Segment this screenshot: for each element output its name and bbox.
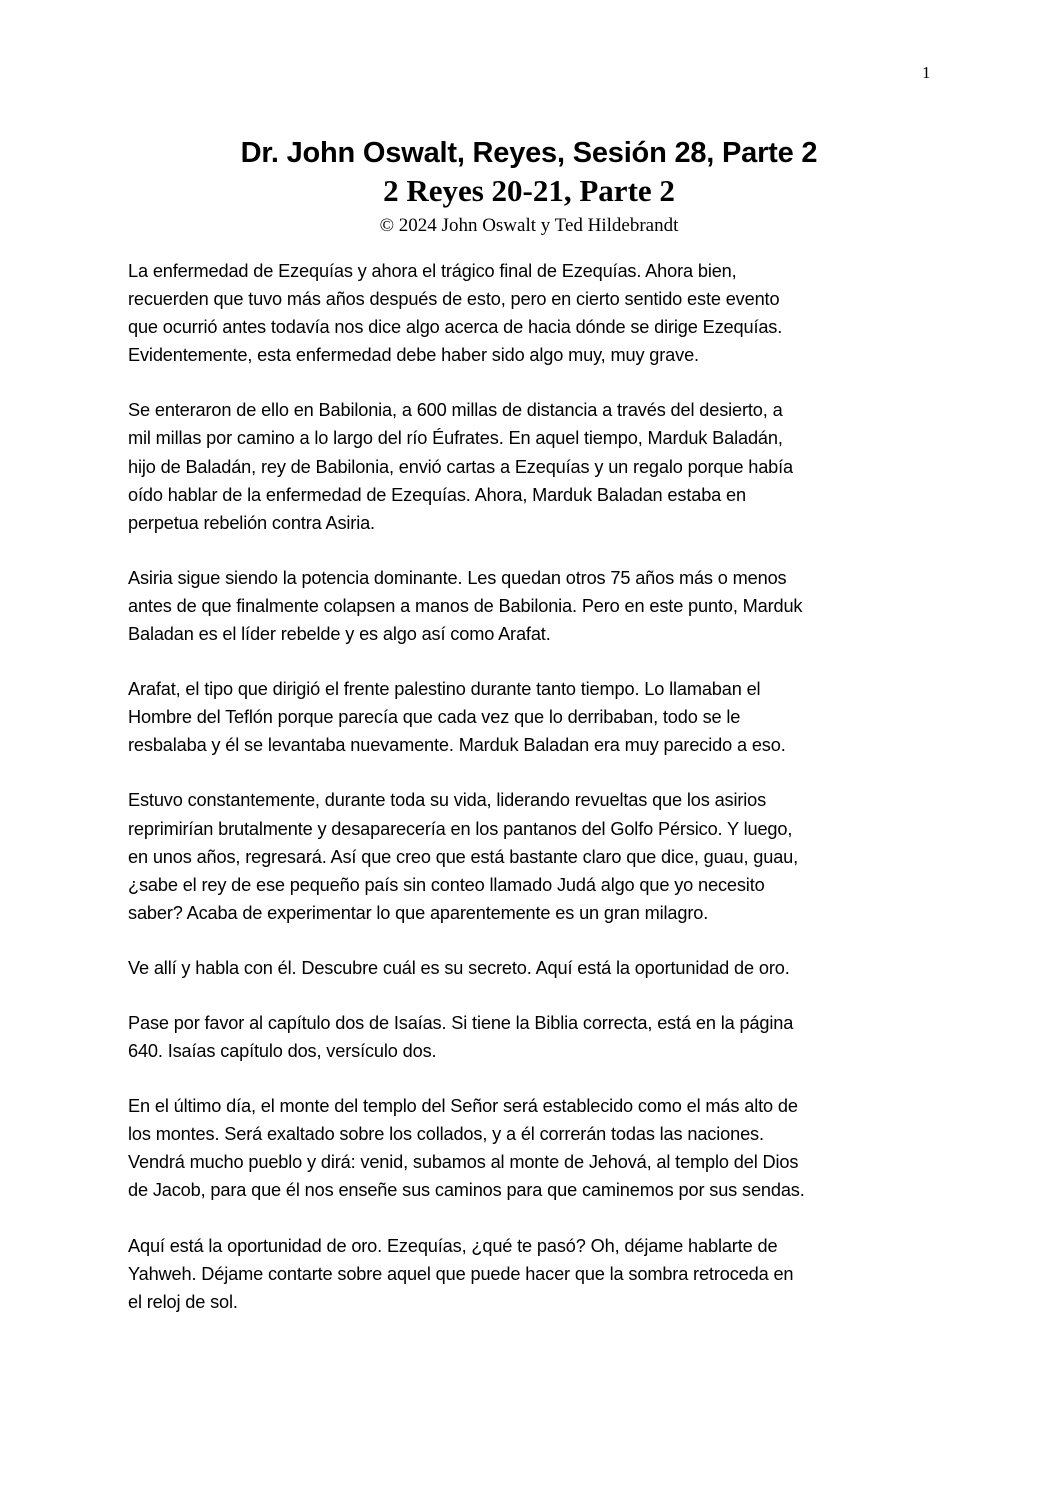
text-line: Vendrá mucho pueblo y dirá: venid, subamos al monte de Jehová, al templo del Dios	[128, 1152, 799, 1173]
text-line: En el último día, el monte del templo del Señor será establecido como el más alto de	[128, 1096, 798, 1117]
text-line: Arafat, el tipo que dirigió el frente palestino durante tanto tiempo. Lo llamaban el	[128, 679, 761, 700]
text-line: Se enteraron de ello en Babilonia, a 600 millas de distancia a través del desierto, a	[128, 400, 783, 421]
text-line: antes de que finalmente colapsen a manos de Babilonia. Pero en este punto, Marduk	[128, 595, 803, 616]
text-line: el reloj de sol.	[128, 1291, 238, 1312]
text-line: Evidentemente, esta enfermedad debe haber sido algo muy, muy grave.	[128, 345, 699, 366]
text-line: de Jacob, para que él nos enseñe sus caminos para que caminemos por sus sendas.	[128, 1180, 805, 1201]
paragraph-5	[128, 786, 923, 926]
paragraph-1	[128, 257, 923, 369]
paragraph-7	[128, 1009, 923, 1065]
text-line: Yahweh. Déjame contarte sobre aquel que puede hacer que la sombra retroceda en	[128, 1263, 794, 1284]
text-line: Baladan es el líder rebelde y es algo así como Arafat.	[128, 624, 551, 645]
text-line: Estuvo constantemente, durante toda su vida, liderando revueltas que los asirios	[128, 790, 767, 811]
transcript-body	[128, 257, 923, 1343]
text-line: en unos años, regresará. Así que creo que está bastante claro que dice, guau, guau,	[128, 846, 799, 867]
paragraph-3	[128, 564, 923, 648]
paragraph-9	[128, 1232, 923, 1316]
text-line: Asiria sigue siendo la potencia dominante. Les quedan otros 75 años más o menos	[128, 567, 787, 588]
text-line: resbalaba y él se levantaba nuevamente. Marduk Baladan era muy parecido a eso.	[128, 735, 786, 756]
text-line: que ocurrió antes todavía nos dice algo acerca de hacia dónde se dirige Ezequías.	[128, 317, 783, 338]
text-line: Hombre del Teflón porque parecía que cada vez que lo derribaban, todo se le	[128, 707, 741, 728]
text-line: hijo de Baladán, rey de Babilonia, envió cartas a Ezequías y un regalo porque había	[128, 456, 793, 477]
paragraph-4	[128, 675, 923, 759]
text-line: Ve allí y habla con él. Descubre cuál es su secreto. Aquí está la oportunidad de oro.	[128, 957, 790, 978]
page-number: 1	[922, 63, 931, 82]
text-line: los montes. Será exaltado sobre los collados, y a él correrán todas las naciones.	[128, 1124, 764, 1145]
paragraph-2	[128, 396, 923, 536]
text-line: recuerden que tuvo más años después de esto, pero en cierto sentido este evento	[128, 289, 780, 310]
text-line: 640. Isaías capítulo dos, versículo dos.	[128, 1041, 437, 1062]
text-line: Aquí está la oportunidad de oro. Ezequías, ¿qué te pasó? Oh, déjame hablarte de	[128, 1235, 778, 1256]
text-line: reprimirían brutalmente y desaparecería en los pantanos del Golfo Pérsico. Y luego,	[128, 818, 793, 839]
text-line: oído hablar de la enfermedad de Ezequías. Ahora, Marduk Baladan estaba en	[128, 484, 746, 505]
text-line: La enfermedad de Ezequías y ahora el trágico final de Ezequías. Ahora bien,	[128, 261, 737, 281]
document-title: Dr. John Oswalt, Reyes, Sesión 28, Parte 2	[240, 137, 818, 169]
document-subtitle: 2 Reyes 20-21, Parte 2	[383, 173, 675, 208]
paragraph-6	[128, 954, 923, 982]
text-line: saber? Acaba de experimentar lo que aparentemente es un gran milagro.	[128, 902, 709, 923]
text-line: mil millas por camino a lo largo del río Éufrates. En aquel tiempo, Marduk Baladán,	[128, 428, 783, 449]
paragraph-8	[128, 1092, 923, 1204]
text-line: perpetua rebelión contra Asiria.	[128, 512, 375, 533]
text-line: ¿sabe el rey de ese pequeño país sin conteo llamado Judá algo que yo necesito	[128, 874, 765, 895]
text-line: Pase por favor al capítulo dos de Isaías. Si tiene la Biblia correcta, está en la página	[128, 1012, 794, 1033]
copyright-notice: © 2024 John Oswalt y Ted Hildebrandt	[379, 215, 679, 236]
